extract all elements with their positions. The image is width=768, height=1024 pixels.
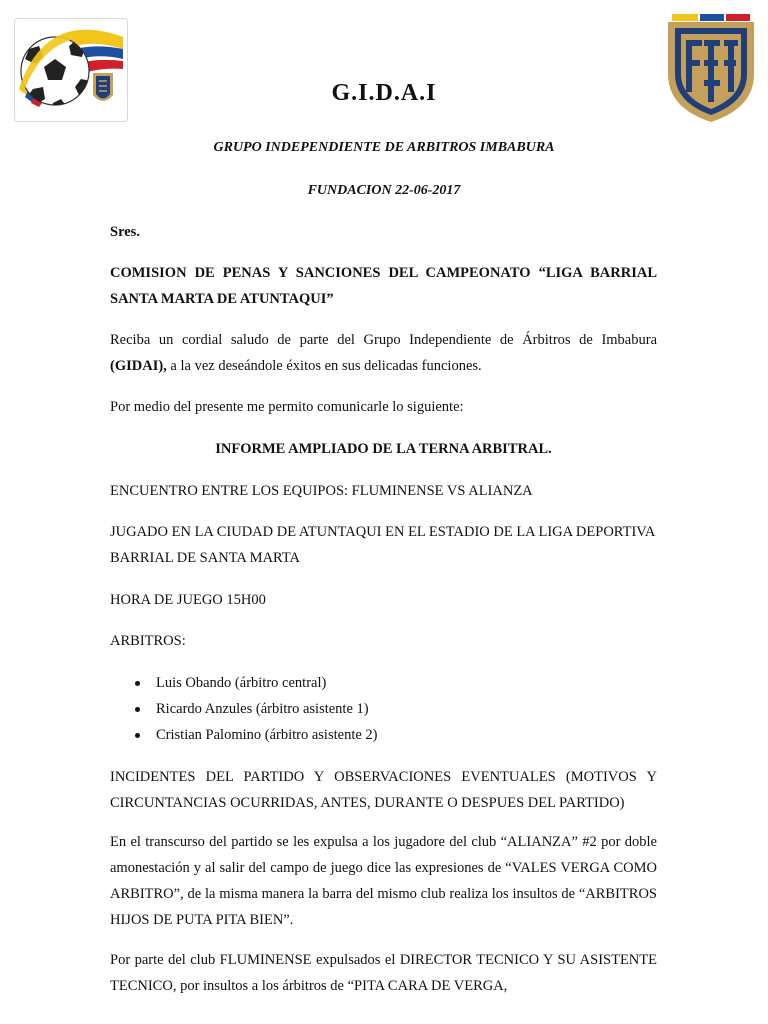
- document-title: G.I.D.A.I: [331, 80, 437, 106]
- greeting-text-start: Reciba un cordial saludo de parte del Grupo Independiente de Árbitros de Imbabura: [110, 332, 657, 348]
- incidents-heading: INCIDENTES DEL PARTIDO Y OBSERVACIONES EVENTUALES (MOTIVOS Y CIRCUNTANCIAS OCURRIDAS, ANTES, DURANTE O DESPUES DEL PARTIDO): [110, 769, 657, 811]
- referee-item: Cristian Palomino (árbitro asistente 2): [110, 722, 657, 748]
- greeting-paragraph: [110, 327, 657, 379]
- match-venue: JUGADO EN LA CIUDAD DE ATUNTAQUI EN EL ESTADIO DE LA LIGA DEPORTIVA BARRIAL DE SANTA MARTA: [110, 524, 655, 566]
- referees-list: [110, 670, 657, 748]
- salutation: Sres.: [110, 224, 140, 240]
- incident-paragraph-1: En el transcurso del partido se les expulsa a los jugadore del club “ALIANZA” #2 por doble amonestación y al salir del campo de juego dice las expresiones de “VALES VERGA COMO ARBITRO”, de la misma manera la barra del mismo club realiza los insultos de “ARBITROS HIJOS DE PUTA PITA BIEN”.: [110, 834, 657, 928]
- foundation-date: FUNDACION 22-06-2017: [307, 183, 461, 198]
- organization-name: GRUPO INDEPENDIENTE DE ARBITROS IMBABURA: [213, 140, 555, 155]
- match-teams: ENCUENTRO ENTRE LOS EQUIPOS: FLUMINENSE VS ALIANZA: [110, 483, 533, 499]
- referees-label: ARBITROS:: [110, 633, 186, 649]
- shield-icon: [664, 12, 758, 124]
- match-time: HORA DE JUEGO 15H00: [110, 592, 266, 608]
- greeting-gidai-bold: (GIDAI),: [110, 358, 167, 374]
- addressee: COMISION DE PENAS Y SANCIONES DEL CAMPEONATO “LIGA BARRIAL SANTA MARTA DE ATUNTAQUI”: [110, 265, 657, 307]
- intro-line: Por medio del presente me permito comunicarle lo siguiente:: [110, 399, 464, 415]
- referee-item: Luis Obando (árbitro central): [110, 670, 657, 696]
- federation-shield-logo: [664, 12, 758, 124]
- greeting-text-end: a la vez deseándole éxitos en sus delicadas funciones.: [166, 358, 482, 374]
- referee-item: Ricardo Anzules (árbitro asistente 1): [110, 696, 657, 722]
- incident-paragraph-2: Por parte del club FLUMINENSE expulsados el DIRECTOR TECNICO Y SU ASISTENTE TECNICO, por insultos a los árbitros de “PITA CARA DE VERGA,: [110, 952, 657, 994]
- report-title: INFORME AMPLIADO DE LA TERNA ARBITRAL.: [215, 441, 552, 457]
